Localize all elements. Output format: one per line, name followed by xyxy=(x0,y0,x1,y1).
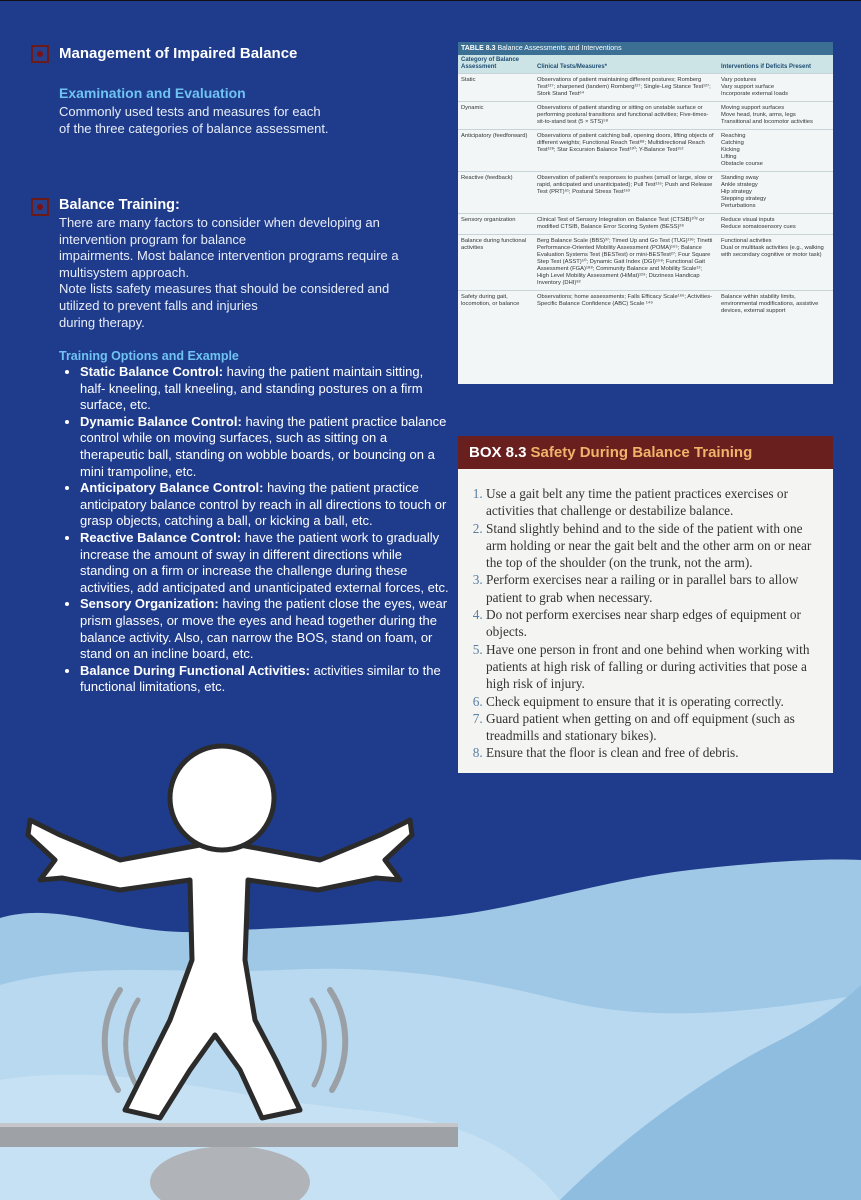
management-heading: Management of Impaired Balance xyxy=(59,45,298,62)
table-row xyxy=(458,234,833,290)
category-cell: Dynamic xyxy=(458,101,534,129)
option-title: Dynamic Balance Control: xyxy=(80,413,242,429)
table-body xyxy=(458,73,833,318)
assessment-table xyxy=(458,42,833,384)
list-item: 5. Have one person in front and one behind when working with patients at high risk of falling or during activities that pose a high risk of injury. xyxy=(486,641,821,693)
training-text xyxy=(59,215,449,331)
list-item: 7. Guard patient when getting on and off equipment (such as treadmills and stationary bikes). xyxy=(486,710,821,745)
list-item xyxy=(80,414,450,480)
box-title: Safety During Balance Training xyxy=(530,444,753,461)
table-row xyxy=(458,129,833,171)
list-item: 2. Stand slightly behind and to the side of the patient with one arm holding or near the gait belt and the other arm on or near the top of the shoulder (on the trunk, not the arm). xyxy=(486,520,821,572)
column-header: Clinical Tests/Measures* xyxy=(534,55,718,73)
text-line: utilized to prevent falls and injuries xyxy=(59,297,258,313)
option-title: Sensory Organization: xyxy=(80,596,219,612)
tests-cell: Observations of patient maintaining different postures; Romberg Test¹²⁷; sharpened (tandem) Romberg¹²⁷; Single-Leg Stance Test¹²⁷; Stork Stand Test⁶⁴ xyxy=(534,73,718,101)
tests-cell: Observations of patient standing or sitting on unstable surface or performing postural transitions and functional activities; Five-times-sit-to-stand test (5 × STS)⁵⁸ xyxy=(534,101,718,129)
training-bullet-icon xyxy=(31,198,49,216)
option-text: have the patient work to gradually increase the amount of sway in different directions while standing on a firm or increase the challenge during these activities, add anticipated and unanticipated external forces, etc. xyxy=(80,529,449,595)
tests-cell: Clinical Test of Sensory Integration on Balance Test (CTSIB)¹⁰² or modified CTSIB, Balance Error Scoring System (BESS)²⁸ xyxy=(534,213,718,234)
examination-heading: Examination and Evaluation xyxy=(59,85,246,101)
list-item: 3. Perform exercises near a railing or in parallel bars to allow patient to grab when necessary. xyxy=(486,571,821,606)
option-text: activities similar to the functional limitations, etc. xyxy=(80,662,441,695)
category-cell: Safety during gait, locomotion, or balance xyxy=(458,290,534,318)
text-line: Note lists safety measures that should be considered and xyxy=(59,281,390,297)
training-heading: Balance Training: xyxy=(59,197,180,213)
table-row xyxy=(458,101,833,129)
list-item: 4. Do not perform exercises near sharp edges of equipment or objects. xyxy=(486,606,821,641)
interventions-cell: Balance within stability limits, environmental modifications, assistive devices, external support xyxy=(718,290,833,318)
table-row xyxy=(458,73,833,101)
balance-board xyxy=(0,1125,458,1147)
option-text: having the patient close the eyes, wear prism glasses, or move the eyes and head together during the balance activity. Also, can narrow the BOS, stand on foam, or stand on an incline board, etc. xyxy=(80,596,448,662)
list-item xyxy=(80,596,450,662)
table-label: TABLE 8.3 xyxy=(461,45,496,52)
category-cell: Reactive (feedback) xyxy=(458,171,534,213)
interventions-cell: Reduce visual inputs Reduce somatosensory cues xyxy=(718,213,833,234)
text-line: There are many factors to consider when developing an xyxy=(59,215,380,230)
safety-box xyxy=(458,436,833,773)
text-line: during therapy. xyxy=(59,314,145,330)
option-title: Static Balance Control: xyxy=(80,364,224,379)
examination-text xyxy=(59,104,439,137)
category-cell: Balance during functional activities xyxy=(458,234,534,290)
interventions-cell: Reaching Catching Kicking Lifting Obstacle course xyxy=(718,129,833,171)
column-header: Interventions if Deficits Present xyxy=(718,55,833,73)
list-item xyxy=(80,663,450,696)
heading-bullet-icon xyxy=(31,45,49,63)
table-header-row xyxy=(458,55,833,73)
table-row xyxy=(458,290,833,318)
interventions-cell: Vary postures Vary support surface Incorporate external loads xyxy=(718,73,833,101)
tests-cell: Observations of patient catching ball, opening doors, lifting objects of different weights; Functional Reach Test⁸⁸; Multidirectional Reach Test¹²⁸; Star Excursion Balance Test¹³⁰; Y-Balance Test¹⁵² xyxy=(534,129,718,171)
option-title: Anticipatory Balance Control: xyxy=(80,480,264,496)
category-cell: Anticipatory (feedforward) xyxy=(458,129,534,171)
option-title: Reactive Balance Control: xyxy=(80,529,242,545)
table-row xyxy=(458,171,833,213)
figure-head xyxy=(170,746,274,850)
text-line: Commonly used tests and measures for each xyxy=(59,104,321,119)
table-row xyxy=(458,213,833,234)
list-item: 1. Use a gait belt any time the patient practices exercises or activities that challenge or destabilize balance. xyxy=(486,485,821,520)
text-line: multisystem approach. xyxy=(59,264,190,280)
options-heading: Training Options and Example xyxy=(59,349,239,363)
text-line: impairments. Most balance intervention programs require a xyxy=(59,248,399,264)
table-grid xyxy=(458,55,833,318)
list-item xyxy=(80,480,450,530)
text-line: of the three categories of balance assessment. xyxy=(59,120,329,136)
list-item: 8. Ensure that the floor is clean and free of debris. xyxy=(486,744,821,761)
tests-cell: Observation of patient's responses to pushes (small or large, slow or rapid, anticipated and unanticipated); Pull Test¹¹⁶; Push and Release Test (PRT)⁶¹; Postural Stress Test¹⁶³ xyxy=(534,171,718,213)
interventions-cell: Moving support surfaces Move head, trunk, arms, legs Transitional and locomotor activities xyxy=(718,101,833,129)
category-cell: Sensory organization xyxy=(458,213,534,234)
options-list xyxy=(64,364,450,696)
option-text: having the patient practice balance control while on moving surfaces, such as sitting on a therapeutic ball, standing on wobble boards, or bouncing on a mini trampoline, etc. xyxy=(80,413,447,479)
tests-cell: Berg Balance Scale (BBS)³⁷; Timed Up and Go Test (TUG)¹³⁶; Tinetti Performance-Oriented Mobility Assessment (POMA)¹⁶⁵; Balance Evaluation Systems Test (BESTest) or mini-BESTest²⁷; Four Square Step Test (ASST)⁵⁰; Dynamic Gait Index (DGI)¹⁵⁸; Functional Gait Assessment (FGA)¹⁸⁸; Community Balance and Mobility Scale¹²; High Level Mobility Assessment (HiMat)¹²⁹; Dizziness Handicap Inventory (DHI)⁸² xyxy=(534,234,718,290)
list-item xyxy=(80,530,450,596)
option-title: Balance During Functional Activities: xyxy=(80,662,310,678)
table-title xyxy=(458,42,833,55)
interventions-cell: Standing sway Ankle strategy Hip strategy Stepping strategy Perturbations xyxy=(718,171,833,213)
list-item xyxy=(80,364,450,414)
box-label: BOX 8.3 xyxy=(469,444,527,461)
list-item: 6. Check equipment to ensure that it is operating correctly. xyxy=(486,693,821,710)
table-title-text: Balance Assessments and Interventions xyxy=(497,45,622,52)
tests-cell: Observations; home assessments; Falls Efficacy Scale¹⁶⁶; Activities-Specific Balance Confidence (ABC) Scale ¹⁴⁹ xyxy=(534,290,718,318)
box-header xyxy=(458,436,833,469)
column-header: Category of Balance Assessment xyxy=(458,55,534,73)
text-line: intervention program for balance xyxy=(59,231,247,247)
option-text: having the patient practice anticipatory balance control by reach in all directions to touch or grasp objects, catching a ball, or kicking a ball, etc. xyxy=(80,480,447,529)
option-text: having the patient maintain sitting, half- kneeling, tall kneeling, and standing postures on a firm surface, etc. xyxy=(80,364,424,413)
category-cell: Static xyxy=(458,73,534,101)
safety-list xyxy=(458,469,833,762)
interventions-cell: Functional activities Dual or multitask activities (e.g., walking with secondary cognitive or motor task) xyxy=(718,234,833,290)
